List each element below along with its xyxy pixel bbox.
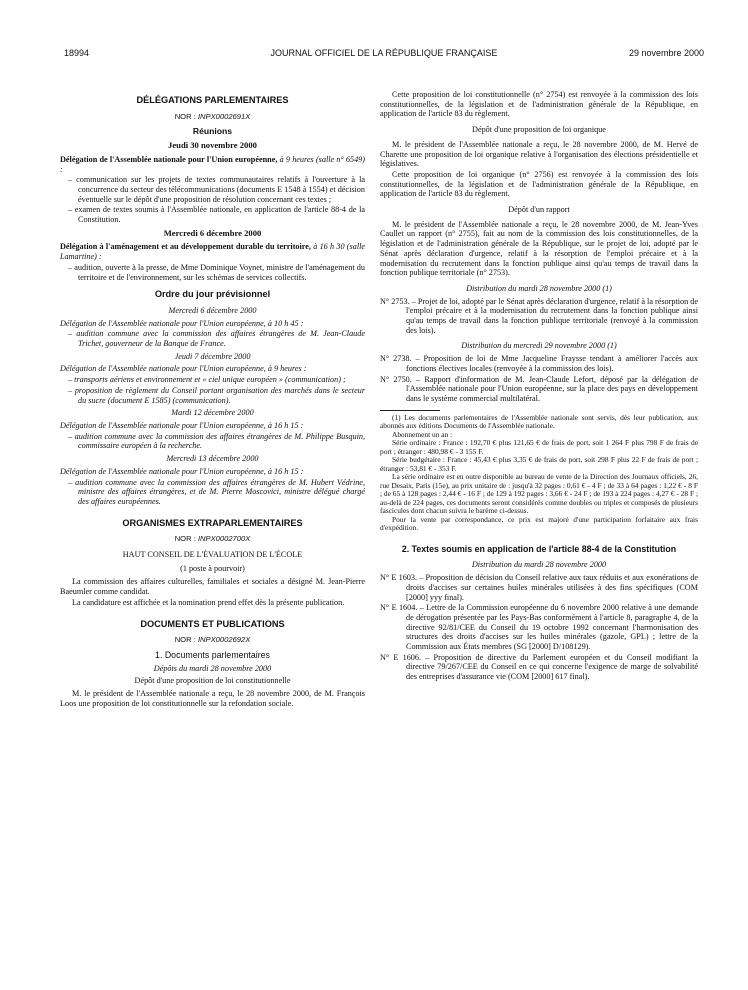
nor-reference: NOR : INPX0002692X: [174, 635, 251, 645]
agenda-item: – audition, ouverte à la presse, de Mme Dominique Voynet, ministre de l'aménagement du territoire et de l'environnement, sur les schémas de services collectifs.: [68, 262, 365, 282]
agenda-item: – transports aériens et environnement et « ciel unique européen » (communication) ;: [68, 375, 346, 385]
depots-heading: Dépôts du mardi 28 novembre 2000: [153, 663, 272, 673]
document-entry: N° 2738. – Proposition de loi de Mme Jacqueline Fraysse tendant à améliorer l'accès aux fonctions électives locales (renvoyée à la commission des lois).: [380, 354, 698, 373]
document-entry: N° E 1604. – Lettre de la Commission européenne du 6 novembre 2000 relative à une demande de dérogation présentée par les Pays-Bas conformément à l'article 8, paragraphe 4, de la directive 92/81/CEE du Conseil du 19 octobre 1992 concernant l'harmonisation des structures des droits d'accises sur les huiles minérales (gazole, GPL) ; lettre de la Commission aux États membres (SG [2000] D/108129).: [380, 603, 698, 652]
footnote: [380, 414, 698, 533]
meeting-intro: Délégation à l'aménagement et au développement durable du territoire, à 16 h 30 (salle Lamartine) :: [60, 242, 366, 262]
footnote-line: Série budgétaire : France : 45,43 € plus 3,35 € de frais de port, soit 298 F plus 22 F de frais de port ; étranger : 53,81 € - 353 F.: [380, 455, 698, 473]
right-column: [380, 90, 698, 683]
section-title-organismes: ORGANISMES EXTRAPARLEMENTAIRES: [122, 517, 303, 528]
page-header: [64, 48, 704, 64]
date-heading: Mardi 12 décembre 2000: [171, 408, 254, 418]
footnote-line: La série ordinaire est en outre disponible au bureau de vente de la Direction des Journaux officiels, 26, rue Desaix, Paris (15e), au prix unitaire de : jusqu'à 32 pages : 0,61 € - 4 F ; de 33 à 64 pages : 1,22 € - 8 F ; de 65 à 128 pages : 2,44 € - 16 F ; de 129 à 192 pages : 3,66 € - 24 F ; de 193 à 224 pages : 4,27 € - 28 F ; au-delà de 224 pages, ces documents seront considérés comme doubles ou triples et composés de plusieurs fascicules dont chacun suivra le barème ci-dessus.: [380, 472, 698, 516]
issue-date: 29 novembre 2000: [628, 48, 704, 58]
paragraph: M. le président de l'Assemblée nationale a reçu, le 28 novembre 2000, de M. François Loos une proposition de loi constitutionnelle sur la refondation sociale.: [60, 689, 365, 708]
date-heading: Mercredi 6 décembre 2000: [163, 227, 262, 238]
date-heading: Jeudi 7 décembre 2000: [174, 351, 251, 361]
left-column: [60, 90, 365, 709]
footnote-separator: [380, 410, 440, 411]
agenda-item: – proposition de règlement du Conseil portant organisation des marchés dans le secteur du sucre (document E 1585) (communication).: [68, 385, 365, 405]
document-entry: N° E 1606. – Proposition de directive du Parlement européen et du Conseil modifiant la directive 79/267/CEE du Conseil en ce qui concerne l'exigence de marge de solvabilité des entreprises d'assurance vie (COM [2000] 617 final).: [380, 652, 698, 682]
meeting-intro: Délégation de l'Assemblée nationale pour l'Union européenne, à 16 h 15 :: [60, 466, 304, 476]
meeting-intro: Délégation de l'Assemblée nationale pour l'Union européenne, à 10 h 45 :: [60, 318, 304, 328]
depot-type: Dépôt d'une proposition de loi organique: [472, 125, 606, 135]
document-entry: N° E 1603. – Proposition de décision du Conseil relative aux taux réduits et aux exonérations de droits d'accises sur certaines huiles minérales utilisées à des fins spécifiques (COM [2000] yyy final).: [380, 573, 698, 602]
poste-note: (1 poste à pourvoir): [180, 563, 245, 573]
meeting-intro: Délégation de l'Assemblée nationale pour l'Union européenne, à 16 h 15 :: [60, 420, 304, 430]
page-number: 18994: [64, 48, 90, 58]
nor-reference: NOR : INPX0002691X: [174, 111, 251, 121]
section-title-documents: DOCUMENTS ET PUBLICATIONS: [140, 618, 285, 629]
paragraph: M. le président de l'Assemblée nationale a reçu, le 28 novembre 2000, de M. Hervé de Charette une proposition de loi organique relative à l'organisation des élections présidentielle et législatives.: [380, 139, 698, 169]
agenda-item: – audition commune avec la commission des affaires étrangères de M. Hubert Védrine, ministre des affaires étrangères, et de M. Pierre Moscovici, ministre délégué chargé des affaires européennes.: [68, 477, 365, 506]
section-title-delegations: DÉLÉGATIONS PARLEMENTAIRES: [136, 95, 289, 105]
depot-type: Dépôt d'une proposition de loi constitutionnelle: [134, 676, 291, 686]
footnote-line: Série ordinaire : France : 192,70 € plus 121,65 € de frais de port, soit 1 264 F plus 798 F de frais de port ; étranger : 480,98 € - 3 155 F.: [380, 438, 698, 456]
agenda-item: – audition commune avec la commission des affaires étrangères de M. Philippe Busquin, commissaire européen à la recherche.: [68, 431, 365, 451]
depot-type: Dépôt d'un rapport: [508, 205, 570, 215]
meeting-intro: Délégation de l'Assemblée nationale pour l'Union européenne, à 9 heures (salle n° 6549) :: [60, 154, 366, 174]
distribution-heading: Distribution du mardi 28 novembre 2000 (1): [466, 283, 612, 293]
agenda-item: – examen de textes soumis à l'Assemblée nationale, en application de l'article 88-4 de la Constitution.: [68, 205, 365, 225]
date-heading: Mercredi 13 décembre 2000: [166, 454, 259, 464]
paragraph: La commission des affaires culturelles, familiales et sociales a désigné M. Jean-Pierre Baeumler comme candidat.: [60, 577, 365, 597]
subsection-title: 1. Documents parlementaires: [155, 649, 270, 660]
distribution-heading: Distribution du mercredi 29 novembre 2000 (1): [461, 341, 617, 351]
paragraph: M. le président de l'Assemblée nationale a reçu, le 28 novembre 2000, de M. Jean-Yves Caullet un rapport (n° 2755), fait au nom de la commission des lois constitutionnelles, de la législation et de l'administration générale de la République, sur le projet de loi, adopté par le Sénat après déclaration d'urgence, relatif à la résorption de l'emploi précaire et à la modernisation du recrutement dans la fonction publique ainsi qu'au temps de travail dans la fonction publique territoriale (n° 2753).: [380, 219, 698, 278]
section-title-textes-soumis: 2. Textes soumis en application de l'article 88-4 de la Constitution: [401, 543, 677, 554]
journal-title: JOURNAL OFFICIEL DE LA RÉPUBLIQUE FRANÇAISE: [270, 48, 498, 58]
document-entry: N° 2750. – Rapport d'information de M. Jean-Claude Lefort, déposé par la délégation de l'Assemblée nationale pour l'Union européenne, sur la place des pays en développement dans le système commercial multilatéral.: [380, 374, 698, 403]
document-entry: N° 2753. – Projet de loi, adopté par le Sénat après déclaration d'urgence, relatif à la résorption de l'emploi précaire et à la modernisation du recrutement dans la fonction publique ainsi qu'au temps de travail dans la fonction publique territoriale (renvoyé à la commission des lois).: [380, 296, 698, 335]
date-heading: Mercredi 6 décembre 2000: [168, 305, 257, 315]
agenda-item: – audition commune avec la commission des affaires étrangères de M. Jean-Claude Trichet, gouverneur de la Banque de France.: [68, 329, 365, 349]
footnote-line: Pour la vente par correspondance, ce prix est majoré d'une participation forfaitaire aux frais d'expédition.: [380, 514, 698, 533]
agenda-item: – communication sur les projets de textes communautaires relatifs à l'ouverture à la concurrence du secteur des télécommunications (documents E 1548 à 1554) et décision éventuelle sur le dépôt d'une proposition de résolution concernant ces textes ;: [68, 175, 365, 204]
section-title-ordre-du-jour: Ordre du jour prévisionnel: [154, 289, 271, 300]
paragraph: Cette proposition de loi organique (n° 2756) est renvoyée à la commission des lois constitutionnelles, de la législation et de l'administration générale de la République, en application de l'article 83 du règlement.: [380, 169, 698, 199]
paragraph: Cette proposition de loi constitutionnelle (n° 2754) est renvoyée à la commission des lois constitutionnelles, de la législation et de l'administration générale de la République, en application de l'article 83 du règlement.: [380, 90, 698, 119]
date-heading: Jeudi 30 novembre 2000: [168, 140, 257, 151]
meeting-intro: Délégation de l'Assemblée nationale pour l'Union européenne, à 9 heures :: [60, 364, 307, 374]
footnote-line: Abonnement un an :: [392, 429, 453, 439]
nor-reference: NOR : INPX0002700X: [174, 534, 251, 544]
footnote-line: (1) Les documents parlementaires de l'Assemblée nationale sont servis, dès leur publication, aux abonnés aux éditions Documents de l'Assemblée nationale.: [380, 412, 698, 431]
paragraph: La candidature est affichée et la nomination prend effet dès la présente publication.: [72, 597, 345, 607]
organism-name: HAUT CONSEIL DE L'ÉVALUATION DE L'ÉCOLE: [122, 550, 303, 560]
agenda-list: [60, 175, 365, 225]
subtitle-reunions: Réunions: [192, 126, 233, 137]
distribution-heading: Distribution du mardi 28 novembre 2000: [471, 560, 607, 570]
